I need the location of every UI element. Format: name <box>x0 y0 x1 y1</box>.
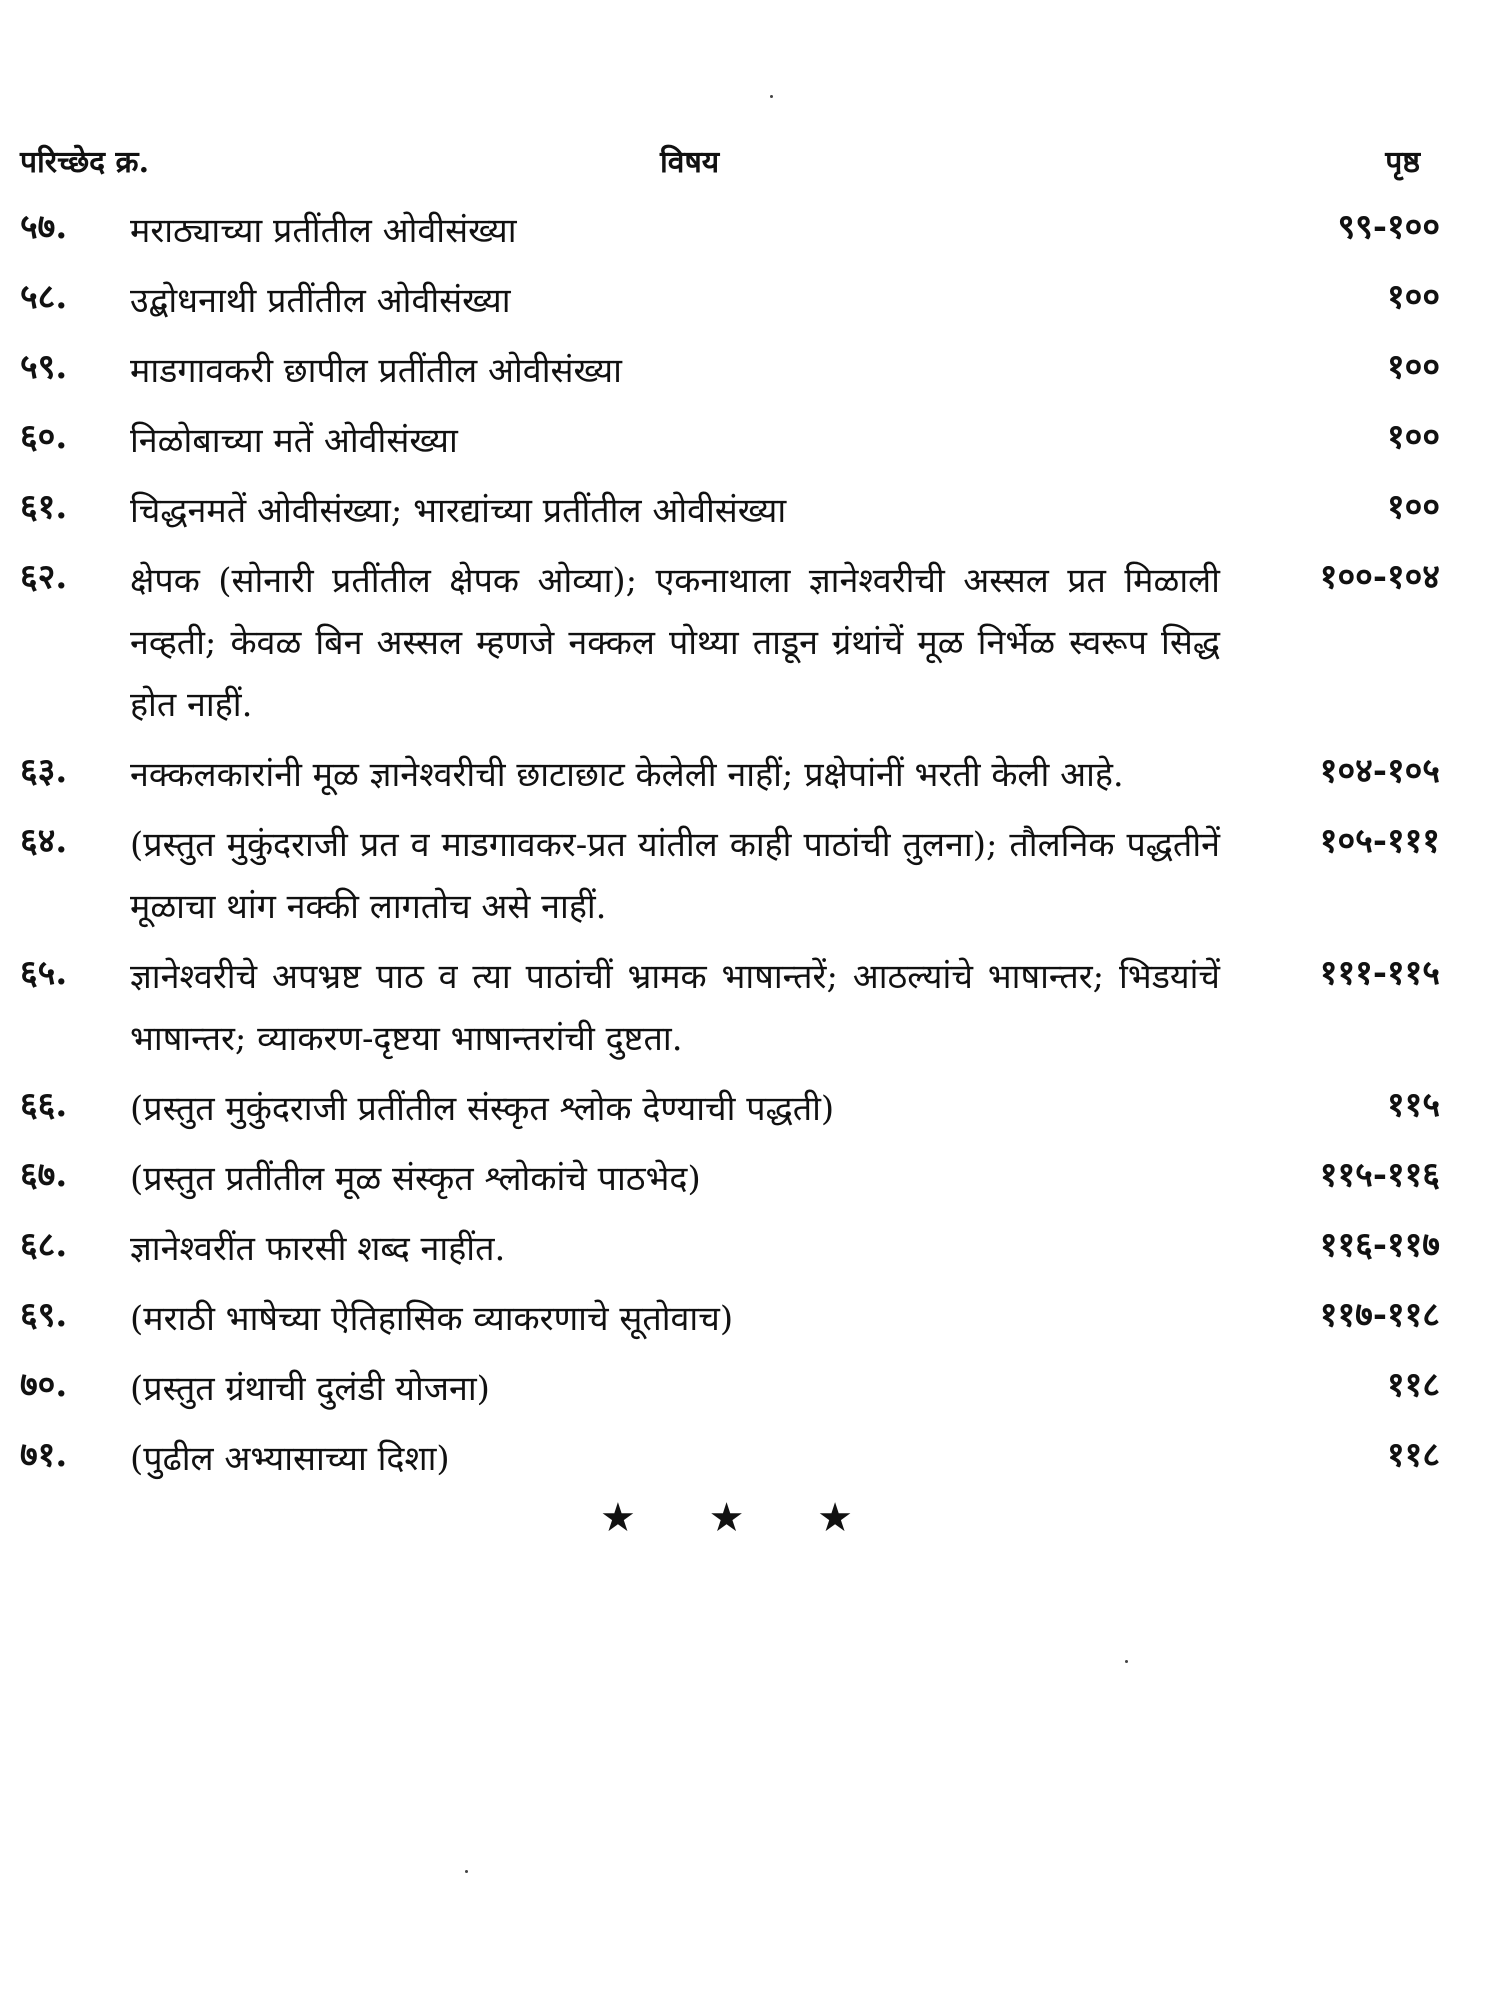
entry-page-range: ११५-११६ <box>1319 1155 1440 1195</box>
entry-number: ६१. <box>20 487 68 527</box>
entry-number: ६४. <box>20 821 68 861</box>
entry-subject: (मराठी भाषेच्या ऐतिहासिक व्याकरणाचे सूतोवाच) <box>130 1299 734 1339</box>
toc-entry <box>20 814 1440 938</box>
toc-entry <box>20 1148 1440 1210</box>
toc-entry <box>20 1078 1440 1140</box>
entry-subject: (प्रस्तुत प्रतींतील मूळ संस्कृत श्लोकांचे पाठभेद) <box>130 1159 701 1199</box>
entry-number: ७१. <box>20 1435 68 1475</box>
entry-number: ५८. <box>20 277 68 317</box>
toc-entry <box>20 550 1440 736</box>
toc-entries <box>20 200 1440 1490</box>
entry-subject: (प्रस्तुत मुकुंदराजी प्रतींतील संस्कृत श्लोक देण्याची पद्धती) <box>130 1089 835 1129</box>
entry-page-range: ११५ <box>1386 1085 1440 1125</box>
entry-subject: ज्ञानेश्वरींत फारसी शब्द नाहींत. <box>130 1229 506 1269</box>
toc-entry <box>20 1358 1440 1420</box>
entry-subject: नक्कलकारांनी मूळ ज्ञानेश्वरीची छाटाछाट केलेली नाहीं; प्रक्षेपांनीं भरती केली आहे. <box>130 755 1124 795</box>
entry-number: ६७. <box>20 1155 68 1195</box>
entry-subject: (पुढील अभ्यासाच्या दिशा) <box>130 1439 450 1479</box>
print-speck <box>465 1870 468 1873</box>
entry-number: ६०. <box>20 417 68 457</box>
entry-subject: चिद्धनमतें ओवीसंख्या; भारद्यांच्या प्रतींतील ओवीसंख्या <box>130 491 787 531</box>
section-end-stars: ★ ★ ★ <box>600 1495 884 1541</box>
table-of-contents <box>20 140 1440 1498</box>
page-column-header: पृष्ठ <box>1385 145 1420 180</box>
entry-page-range: १०५-१११ <box>1319 821 1440 861</box>
print-speck <box>1125 1660 1128 1663</box>
entry-page-range: ११८ <box>1386 1435 1440 1475</box>
entry-number: ६२. <box>20 557 68 597</box>
entry-subject: उद्बोधनाथी प्रतींतील ओवीसंख्या <box>130 281 511 321</box>
entry-page-range: १०४-१०५ <box>1319 751 1440 791</box>
toc-entry <box>20 480 1440 542</box>
toc-entry <box>20 1288 1440 1350</box>
entry-subject: निळोबाच्या मतें ओवीसंख्या <box>130 421 458 461</box>
toc-entry <box>20 1428 1440 1490</box>
entry-number: ६३. <box>20 751 68 791</box>
entry-page-range: १००-१०४ <box>1319 557 1440 597</box>
entry-subject: क्षेपक (सोनारी प्रतींतील क्षेपक ओव्या); एकनाथाला ज्ञानेश्वरीची अस्सल प्रत मिळाली नव्हती; केवळ बिन अस्सल म्हणजे नक्कल पोथ्या ताडून ग्रंथांचें मूळ निर्भेळ स्वरूप सिद्ध होत नाहीं. <box>130 561 1220 725</box>
entry-page-range: ११६-११७ <box>1319 1225 1440 1265</box>
entry-page-range: १०० <box>1386 277 1440 317</box>
entry-page-range: १०० <box>1386 417 1440 457</box>
entry-number: ७०. <box>20 1365 68 1405</box>
toc-entry <box>20 946 1440 1070</box>
entry-number: ६९. <box>20 1295 68 1335</box>
entry-subject: माडगावकरी छापील प्रतींतील ओवीसंख्या <box>130 351 622 391</box>
entry-page-range: १११-११५ <box>1319 953 1440 993</box>
entry-page-range: ११८ <box>1386 1365 1440 1405</box>
toc-entry <box>20 744 1440 806</box>
toc-entry <box>20 1218 1440 1280</box>
entry-subject: ज्ञानेश्वरीचे अपभ्रष्ट पाठ व त्या पाठांचीं भ्रामक भाषान्तरें; आठल्यांचे भाषान्तर; भिडयांचें भाषान्तर; व्याकरण-दृष्टया भाषान्तरांची दुष्टता. <box>130 957 1220 1059</box>
entry-page-range: १०० <box>1386 347 1440 387</box>
print-speck <box>770 95 773 98</box>
toc-entry <box>20 200 1440 262</box>
entry-page-range: १०० <box>1386 487 1440 527</box>
entry-number: ६६. <box>20 1085 68 1125</box>
entry-subject: मराठ्याच्या प्रतींतील ओवीसंख्या <box>130 211 517 251</box>
entry-number: ६८. <box>20 1225 68 1265</box>
chapter-column-header: परिच्छेद क्र. <box>20 145 150 180</box>
toc-entry <box>20 340 1440 402</box>
entry-number: ६५. <box>20 953 68 993</box>
entry-number: ५७. <box>20 207 68 247</box>
entry-page-range: ९९-१०० <box>1337 207 1440 247</box>
entry-subject: (प्रस्तुत ग्रंथाची दुलंडी योजना) <box>130 1369 490 1409</box>
toc-header <box>20 140 1440 200</box>
entry-number: ५९. <box>20 347 68 387</box>
toc-entry <box>20 410 1440 472</box>
toc-entry <box>20 270 1440 332</box>
entry-subject: (प्रस्तुत मुकुंदराजी प्रत व माडगावकर-प्रत यांतील काही पाठांची तुलना); तौलनिक पद्धतीनें मूळाचा थांग नक्की लागतोच असे नाहीं. <box>130 825 1220 927</box>
subject-column-header: विषय <box>660 145 720 180</box>
entry-page-range: ११७-११८ <box>1319 1295 1440 1335</box>
